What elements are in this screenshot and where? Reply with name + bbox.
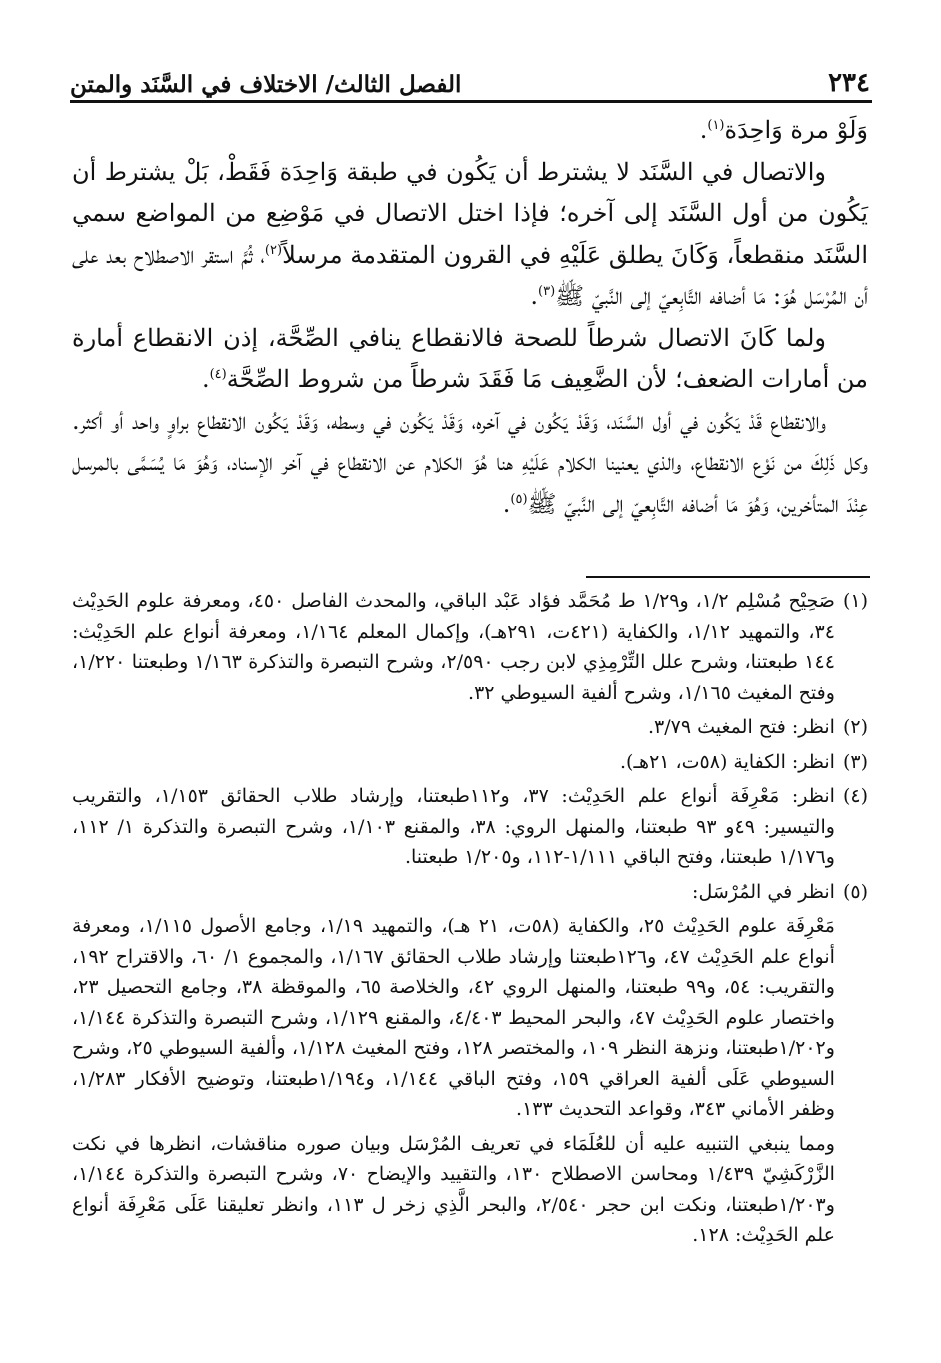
paragraph-1 <box>72 110 868 152</box>
paragraph-4 <box>72 401 868 526</box>
footnote <box>72 712 868 743</box>
paragraph-2-text-b: ، ثُمَّ استقر الاصطلاح بعد على أن المُرْسَل هُوَ: مَا أضافه التَّابِعيّ إلى النَّبيّ ﷺ <box>72 240 868 310</box>
footnote-body <box>72 586 835 708</box>
header-rule <box>70 100 872 103</box>
footnotes <box>72 586 868 1255</box>
paragraph-4-end: . <box>502 489 511 518</box>
footnote-number: (٢) <box>842 716 868 738</box>
paragraph-3 <box>72 318 868 401</box>
page-number: ٢٣٤ <box>828 68 870 98</box>
main-text <box>72 110 868 525</box>
footnote-ref-3: (٣) <box>538 284 556 299</box>
paragraph-2-end: . <box>530 282 539 310</box>
footnote-text: انظر: فتح المغيث ٣/٧٩. <box>648 716 835 738</box>
running-header <box>70 58 870 98</box>
footnote-number: (٤) <box>842 785 868 807</box>
footnote-body <box>72 712 835 743</box>
footnote-text: مَعْرِفَة علوم الحَدِيْث ٢٥، والكفاية (٥٨ت، ٢١ هـ)، والتمهيد ١/١٩، وجامع الأصول ١/١١٥، ومعرفة أنواع علم الحَدِيْث ٤٧، و١٢٦طبعتنا وإرشاد طلاب الحقائق ١/١٦٧، والمجموع ١/ ٦٠، والاقتراح ١٩٢، والتقريب: ٥٤، و٩٩ طبعتنا، والمنهل الروي ٤٢، والخلاصة ٦٥، والموقظة ٣٨، وجامع التحصيل ٢٣، واختصار علوم الحَدِيْث ٤٧، والبحر المحيط ٤/٤٠٣، والمقنع ١/١٢٩، وشرح التبصرة والتذكرة ١/١٤٤، و١/٢٠٢طبعتنا، ونزهة النظر ١٠٩، والمختصر ١٢٨، وفتح المغيث ١/١٢٨، وألفية السيوطي ٢٥، وشرح السيوطي عَلَى ألفية العراقي ١٥٩، وفتح الباقي ١/١٤٤، و١/١٩٤طبعتنا، وتوضيح الأفكار ١/٢٨٣، وظفر الأماني ٣٤٣، وقواعد التحديث ١٣٣. <box>72 915 835 1120</box>
footnote-body <box>72 781 835 873</box>
paragraph-4-text: والانقطاع قَدْ يَكُون في أول السَّنَد، وَقَدْ يَكُون في آخره، وَقَدْ يَكُون في وسطه، وَقَدْ يَكُون الانقطاع براوٍ واحد أو أكثر. وكل ذَلِكَ من نَوْع الانقطاع، والذي يعنينا الكلام عَلَيْهِ هنا هُوَ الكلام عن الانقطاع في آخر الإسناد، وَهُوَ مَا يُسَمَّى بالمرسل عِنْدَ المتأخرين، وَهُوَ مَا أضافه التَّابِعيّ إلى النَّبيّ ﷺ <box>72 406 868 518</box>
footnote-ref-2: (٢) <box>264 242 283 258</box>
footnote-text: انظر في المُرْسَل: <box>692 880 835 903</box>
footnote-ref-4: (٤) <box>209 367 227 382</box>
footnote-ref-1: (١) <box>707 118 725 133</box>
footnote-body <box>72 747 835 778</box>
footnote <box>72 747 868 778</box>
footnote <box>72 586 868 708</box>
paragraph-2-text: والاتصال في السَّنَد لا يشترط أن يَكُون في طبقة وَاحِدَة فَقَطْ، بَلْ يشترط أن يَكُون من أول السَّنَد إلى آخره؛ فإذا اختل الاتصال في مَوْضِع من المواضع سمي السَّنَد منقطعاً، وَكَانَ يطلق عَلَيْهِ في القرون المتقدمة مرسلاً <box>72 157 869 269</box>
footnote-text: ومما ينبغي التنبيه عليه أن للعُلَمَاء في تعريف المُرْسَل وبيان صوره مناقشات، انظرها في نكت الزَّرْكَشِيّ ١/٤٣٩ ومحاسن الاصطلاح ١٣٠، والتقييد والإيضاح ٧٠، وشرح التبصرة والتذكرة ١/١٤٤، و١/٢٠٣طبعتنا، ونكت ابن حجر ٢/٥٤٠، والبحر الَّذِي زخر ل ١١٣، وانظر تعليقنا عَلَى مَعْرِفَة أنواع علم الحَدِيْث: ١٢٨. <box>72 1132 835 1246</box>
footnote-number: (٥) <box>842 880 868 903</box>
footnote <box>72 781 868 873</box>
footnote-text: صَحِيْح مُسْلِم ١/٢، و١/٢٩ ط مُحَمَّد فؤاد عَبْد الباقي، والمحدث الفاصل ٤٥٠، ومعرفة علوم الحَدِيْث ٣٤، والتمهيد ١/١٢، والكفاية (٤٢١ت، ٢٩١هـ)، وإكمال المعلم ١/١٦٤، ومعرفة أنواع علم الحَدِيْث: ١٤٤ طبعتنا، وشرح علل التِّرْمِذِي لابن رجب ٢/٥٩٠، وشرح التبصرة والتذكرة ١/١٦٣ وطبعتنا ١/٢٢٠، وفتح المغيث ١/١٦٥، وشرح ألفية السيوطي ٣٢. <box>72 590 835 704</box>
footnote <box>72 877 868 1251</box>
footnote-text: انظر: مَعْرِفَة أنواع علم الحَدِيْث: ٣٧، و١١٢طبعتنا، وإرشاد طلاب الحقائق ١/١٥٣، والتقريب والتيسير: ٤٩و ٩٣ طبعتنا، والمنهل الروي: ٣٨، والمقنع ١/١٠٣، وشرح التبصرة والتذكرة ١/ ١١٢، و١/١٧٦ طبعتنا، وفتح الباقي ١/١١١-١١٢، و١/٢٠٥ طبعتنا. <box>72 785 835 868</box>
footnote-number: (١) <box>842 590 868 612</box>
paragraph-2 <box>72 152 868 318</box>
paragraph-1-end: . <box>699 116 708 144</box>
footnote-separator <box>586 576 870 578</box>
footnote-number: (٣) <box>842 750 868 773</box>
footnote-ref-5: (٥) <box>510 491 528 507</box>
paragraph-3-end: . <box>201 365 210 393</box>
paragraph-3-text: ولما كَانَ الاتصال شرطاً للصحة فالانقطاع ينافي الصِّحَّة، إذن الانقطاع أمارة من أمارات الضعف؛ لأن الضَّعِيف مَا فَقَدَ شرطاً من شروط الصِّحَّة <box>72 323 868 393</box>
paragraph-1-text: وَلَوْ مرة وَاحِدَة <box>724 116 868 144</box>
footnote-text: انظر: الكفاية (٥٨ت، ٢١هـ). <box>620 750 835 773</box>
chapter-title: الفصل الثالث/ الاختلاف في السَّنَد والمتن <box>70 71 462 98</box>
footnote-body <box>72 877 835 1251</box>
